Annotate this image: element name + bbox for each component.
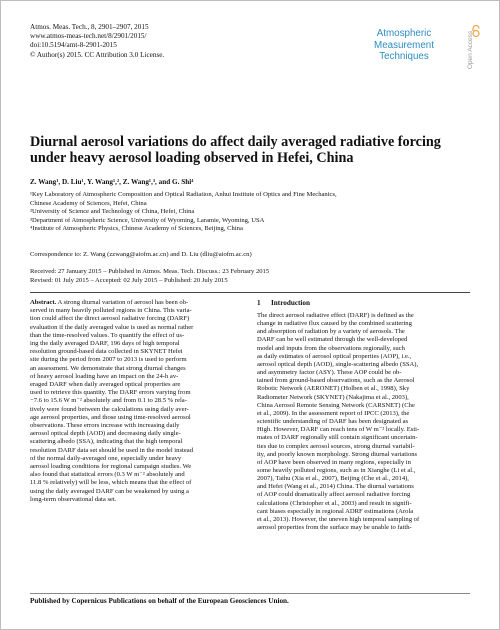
journal-header xyxy=(30,23,260,60)
abstract-line xyxy=(30,299,244,307)
intro-line: aerosol properties from the surface may be unable to faith- xyxy=(257,524,412,532)
abstract-line: also found that statistical errors (0.3 W m⁻² absolutely and xyxy=(30,471,185,479)
intro-line: some heavily polluted regions, such as in Xianghe (Li et al., xyxy=(257,466,416,474)
abstract-line: using the daily averaged DARF can be weakened by using a xyxy=(30,487,189,495)
intro-line: 2007), Taihu (Xia et al., 2007), Beijing (Che et al., 2014), xyxy=(257,475,409,483)
correspondence: Correspondence to: Z. Wang (zzwang@aiofm.ac.cn) and D. Liu (dliu@aiofm.ac.cn) xyxy=(30,251,252,258)
received-dates: Received: 27 January 2015 – Published in Atmos. Meas. Tech. Discuss.: 23 February 2015 xyxy=(30,268,270,275)
intro-line: scientific understanding of DARF has been designated as xyxy=(257,418,409,426)
abstract-line: tively were found between the calculations using daily aver- xyxy=(30,405,189,413)
intro-line: model and inputs from the observations regionally, such xyxy=(257,344,405,352)
intro-line: Robotic Network (AERONET) (Holben et al., 1998), Sky xyxy=(257,385,410,393)
affiliations xyxy=(30,191,480,234)
abstract-first-line: A strong diurnal variation of aerosol has been ob- xyxy=(56,299,189,306)
intro-line: High. However, DARF can reach tens of W m⁻² locally. Esti- xyxy=(257,426,420,434)
affiliation-line: ²University of Science and Technology of China, Hefei, China xyxy=(30,208,195,215)
abstract xyxy=(30,299,244,504)
logo-line-3: Techniques xyxy=(379,51,429,63)
doi[interactable]: doi:10.5194/amt-8-2901-2015 xyxy=(30,41,117,50)
section-number: 1 xyxy=(257,299,261,307)
paper-title xyxy=(30,134,480,166)
abstract-line: observations. These errors increase with increasing daily xyxy=(30,422,180,430)
abstract-line: evaluation if the daily averaged value is used as normal rather xyxy=(30,323,194,331)
intro-line: The direct aerosol radiative effect (DARF) is defined as the xyxy=(257,312,414,319)
abstract-line: aerosol optical depth (AOD) and decreasing daily single- xyxy=(30,430,181,438)
intro-line: calculations (Christopher et al., 2003) and result in signifi- xyxy=(257,499,412,507)
intro-line: aerosol optical depth (AOD), single-scattering albedo (SSA), xyxy=(257,360,419,368)
intro-line: of AOP have been observed in many regions, especially in xyxy=(257,458,411,466)
abstract-line: of heavy aerosol loading have an impact on the 24-h av- xyxy=(30,372,179,380)
intro-line: mates of DARF regionally still contain significant uncertain- xyxy=(257,434,418,442)
intro-line: China Aerosol Remote Sensing Network (CARSNET) (Che xyxy=(257,401,415,409)
abstract-line: site during the period from 2007 to 2013 is used to perform xyxy=(30,356,187,364)
intro-line: and absorption of radiation by a variety of aerosols. The xyxy=(257,328,405,336)
abstract-line: −7.6 to 15.6 W m⁻² absolutely and from 0.1 to 28.5 % rela- xyxy=(30,397,187,405)
abstract-line: resolution ground-based data collected in SKYNET Hefei xyxy=(30,348,183,356)
intro-line: and Hefei (Wang et al., 2014) China. The diurnal variations xyxy=(257,483,414,491)
section-heading-introduction xyxy=(257,299,471,308)
affiliation-line: ³Department of Atmospheric Science, University of Wyoming, Laramie, Wyoming, USA xyxy=(30,216,265,224)
header-divider xyxy=(30,292,470,293)
abstract-line: an assessment. We demonstrate that strong diurnal changes xyxy=(30,364,186,372)
open-access-label: Open Access xyxy=(467,30,474,70)
intro-line: tained from ground-based observations, such as the Aerosol xyxy=(257,377,415,385)
section-title: Introduction xyxy=(271,299,311,307)
abstract-line: age aerosol properties, and those using time-resolved aerosol xyxy=(30,413,191,421)
intro-line: and asymmetry factor (ASY). These AOP could be ob- xyxy=(257,369,402,377)
abstract-line: resolution DARF data set should be used in the model instead xyxy=(30,446,193,454)
abstract-line: ing the daily averaged DARF, 196 days of high temporal xyxy=(30,340,180,348)
abstract-line: tion could affect the direct aerosol radiative forcing (DARF) xyxy=(30,315,190,323)
abstract-line: eraged DARF when daily averaged optical properties are xyxy=(30,381,181,389)
authors: Z. Wang¹, D. Liu¹, Y. Wang¹,², Z. Wang¹,³, and G. Shi⁴ xyxy=(30,178,194,186)
intro-line: DARF can be well estimated through the well-developed xyxy=(257,336,408,344)
open-access-icon xyxy=(456,22,482,78)
abstract-line: long-term observational data set. xyxy=(30,495,117,503)
intro-line: et al., 2009). In the assessment report of IPCC (2013), the xyxy=(257,409,410,417)
abstract-line: scattering albedo (SSA), indicating that the high temporal xyxy=(30,438,183,446)
abstract-line: 11.8 % relatively) will be less, which means that the effect of xyxy=(30,479,192,487)
publisher-footer: Published by Copernicus Publications on behalf of the European Geosciences Union. xyxy=(30,597,289,605)
journal-logo xyxy=(352,20,482,80)
affiliation-line: Chinese Academy of Sciences, Hefei, China xyxy=(30,199,147,207)
abstract-line: than the time-resolved values. To quantify the effect of us- xyxy=(30,331,185,339)
intro-line: as daily estimates of aerosol optical properties (AOP), i.e., xyxy=(257,352,412,360)
title-line-1: Diurnal aerosol variations do affect daily averaged radiative forcing xyxy=(30,134,441,150)
intro-line: cant biases especially in regional ADRF estimations (Arola xyxy=(257,507,414,515)
affiliation-line: ⁴Institute of Atmospheric Physics, Chinese Academy of Sciences, Beijing, China xyxy=(30,225,243,232)
intro-line: Radiometer Network (SKYNET) (Nakajima et al., 2003), xyxy=(257,393,409,401)
intro-line: ity, and poorly known morphology. Strong diurnal variations xyxy=(257,450,418,458)
logo-line-1: Atmospheric xyxy=(376,28,432,39)
logo-line-2: Measurement xyxy=(374,39,434,51)
abstract-line: served in many heavily polluted regions in China. This varia- xyxy=(30,307,192,315)
abstract-label: Abstract. xyxy=(30,299,57,306)
abstract-line: of the normal daily-averaged one, especially under heavy xyxy=(30,454,182,462)
footer-divider xyxy=(30,593,470,594)
journal-url[interactable]: www.atmos-meas-tech.net/8/2901/2015/ xyxy=(30,32,147,41)
intro-line: of AOP could dramatically affect aerosol radiative forcing xyxy=(257,491,411,499)
intro-line: et al., 2013). However, the uneven high temporal sampling of xyxy=(257,515,420,523)
journal-citation: Atmos. Meas. Tech., 8, 2901–2907, 2015 xyxy=(30,23,149,31)
publication-dates xyxy=(30,268,480,285)
revised-dates: Revised: 01 July 2015 – Accepted: 02 July 2015 – Published: 20 July 2015 xyxy=(30,276,228,284)
abstract-line: aerosol loading conditions for regional campaign studies. We xyxy=(30,463,192,471)
affiliation-line: ¹Key Laboratory of Atmospheric Composition and Optical Radiation, Anhui Institute of Optics and Fine Mechanics, xyxy=(30,191,337,198)
intro-line: ties due to complex aerosol sources, strong diurnal variabil- xyxy=(257,442,415,450)
title-line-2: under heavy aerosol loading observed in Hefei, China xyxy=(30,150,354,166)
copyright: © Author(s) 2015. CC Attribution 3.0 License. xyxy=(30,50,165,59)
abstract-line: used to retrieve this quantity. The DARF errors varying from xyxy=(30,389,191,397)
intro-line: change in radiative flux caused by the combined scattering xyxy=(257,320,412,328)
introduction-text xyxy=(257,312,471,532)
journal-logo-name xyxy=(352,28,456,63)
